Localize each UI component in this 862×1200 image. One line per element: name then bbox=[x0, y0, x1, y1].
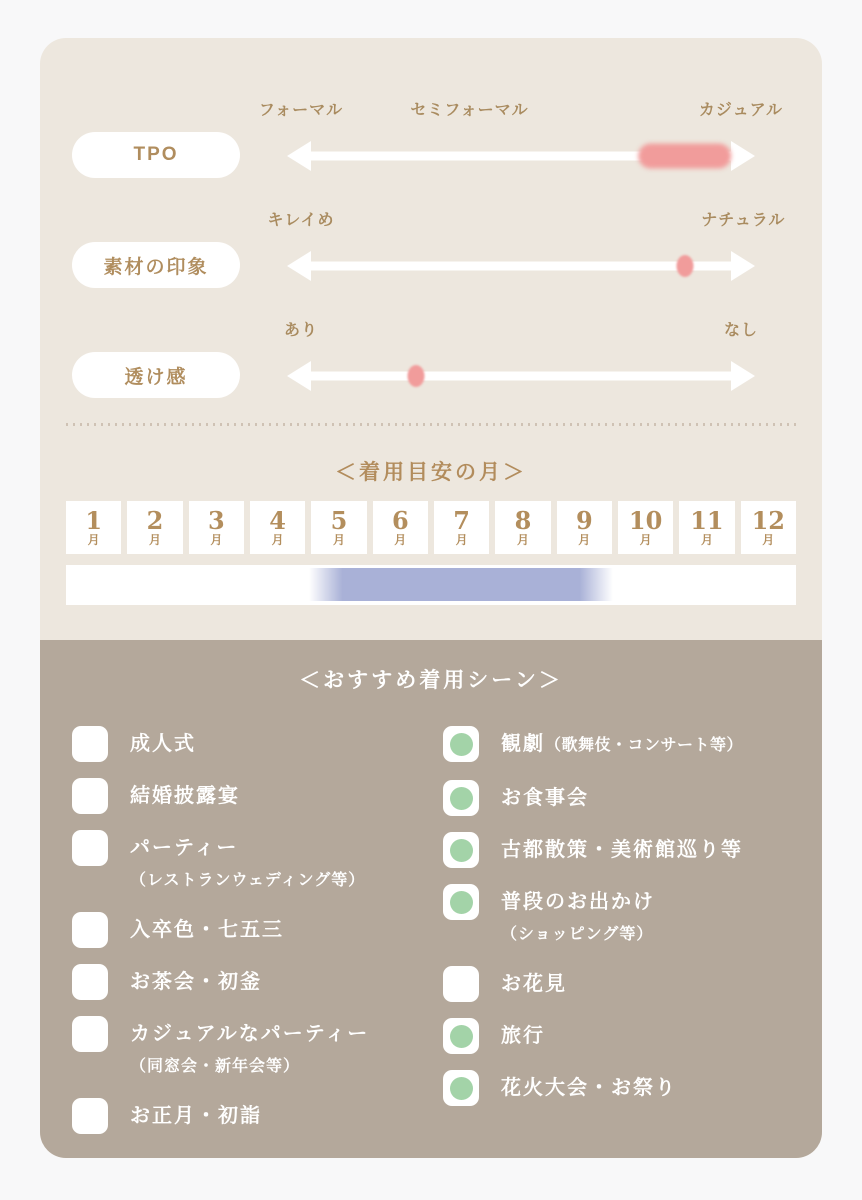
scene-text bbox=[501, 966, 567, 1002]
month-unit: 月 bbox=[271, 532, 284, 547]
month-number: 11 bbox=[690, 505, 724, 535]
slider-marker bbox=[638, 144, 732, 169]
scene-label: 古都散策・美術館巡り等 bbox=[501, 839, 743, 861]
scene-checkbox bbox=[72, 912, 108, 948]
month-box bbox=[127, 501, 182, 554]
month-number: 1 bbox=[85, 505, 103, 535]
month-number: 10 bbox=[628, 505, 663, 535]
month-number: 7 bbox=[453, 505, 470, 535]
product-info-card bbox=[40, 38, 822, 1158]
scene-item bbox=[72, 912, 443, 948]
month-box bbox=[495, 501, 550, 554]
scene-sub-label: （歌舞伎・コンサート等） bbox=[545, 737, 744, 754]
scene-label: お正月・初詣 bbox=[130, 1105, 262, 1127]
month-box bbox=[373, 501, 428, 554]
scene-checkbox bbox=[72, 1016, 108, 1052]
check-dot-icon bbox=[450, 733, 473, 756]
slider-arrow bbox=[287, 252, 755, 280]
calendar-bar bbox=[66, 565, 796, 605]
scale-label: カジュアル bbox=[698, 102, 783, 119]
month-number: 4 bbox=[269, 505, 286, 535]
scene-label: 入卒色・七五三 bbox=[130, 919, 284, 941]
arrow-right-icon bbox=[731, 141, 755, 171]
scene-sub-label: （ショッピング等） bbox=[501, 926, 654, 943]
scene-label: 旅行 bbox=[501, 1025, 545, 1047]
scene-checkbox bbox=[72, 726, 108, 762]
scene-text bbox=[501, 780, 589, 816]
scene-item bbox=[443, 1018, 822, 1054]
slider-marker bbox=[676, 255, 693, 277]
month-unit: 月 bbox=[148, 532, 161, 547]
check-dot-icon bbox=[450, 787, 473, 810]
scene-label: 普段のお出かけ bbox=[501, 891, 655, 913]
month-unit: 月 bbox=[639, 532, 652, 547]
month-number: 9 bbox=[575, 505, 593, 535]
month-row bbox=[66, 501, 796, 554]
scene-text bbox=[130, 726, 196, 762]
scene-label: お花見 bbox=[501, 973, 567, 995]
month-unit: 月 bbox=[762, 532, 775, 547]
scene-item bbox=[443, 780, 822, 816]
check-dot-icon bbox=[450, 839, 473, 862]
month-unit: 月 bbox=[700, 532, 713, 547]
month-unit: 月 bbox=[87, 532, 100, 547]
slider-arrow bbox=[287, 362, 755, 390]
month-box bbox=[679, 501, 734, 554]
month-box bbox=[741, 501, 796, 554]
month-unit: 月 bbox=[578, 532, 591, 547]
check-dot-icon bbox=[450, 891, 473, 914]
scene-checkbox bbox=[443, 726, 479, 762]
scale-label: キレイめ bbox=[267, 212, 335, 229]
scene-checkbox bbox=[443, 1070, 479, 1106]
scene-text bbox=[501, 1070, 677, 1106]
scene-label: 花火大会・お祭り bbox=[501, 1077, 677, 1099]
month-unit: 月 bbox=[516, 532, 529, 547]
scene-text bbox=[130, 778, 240, 814]
scene-column-right bbox=[443, 726, 822, 1150]
slider-category-label: 透け感 bbox=[72, 352, 240, 398]
scene-checkbox bbox=[72, 830, 108, 866]
scene-item bbox=[72, 1098, 443, 1134]
check-dot-icon bbox=[450, 1077, 473, 1100]
month-number: 12 bbox=[751, 505, 785, 535]
month-number: 2 bbox=[146, 505, 164, 535]
calendar-title: ＜着用目安の月＞ bbox=[335, 461, 527, 484]
month-box bbox=[618, 501, 673, 554]
scene-item bbox=[72, 726, 443, 762]
scene-label: カジュアルなパーティー bbox=[130, 1023, 370, 1045]
scene-item bbox=[72, 778, 443, 814]
check-dot-icon bbox=[450, 1025, 473, 1048]
scene-item bbox=[443, 726, 822, 764]
scene-text bbox=[501, 884, 655, 950]
month-number: 5 bbox=[330, 505, 348, 535]
scene-label: パーティー bbox=[130, 837, 239, 859]
slider-row-1 bbox=[40, 81, 822, 181]
month-unit: 月 bbox=[394, 532, 407, 547]
month-number: 3 bbox=[207, 505, 225, 535]
month-box bbox=[250, 501, 305, 554]
scene-checkbox bbox=[443, 884, 479, 920]
scene-label: お食事会 bbox=[501, 787, 589, 809]
month-box bbox=[66, 501, 121, 554]
scene-label: 観劇（歌舞伎・コンサート等） bbox=[501, 733, 744, 755]
slider-arrow bbox=[287, 142, 755, 170]
scene-checkbox bbox=[443, 832, 479, 868]
arrow-shaft bbox=[305, 262, 737, 271]
scale-label: フォーマル bbox=[258, 102, 344, 119]
scene-item bbox=[443, 884, 822, 950]
arrow-right-icon bbox=[731, 251, 755, 281]
dotted-divider bbox=[66, 423, 796, 426]
scale-label: ナチュラル bbox=[701, 212, 786, 229]
scene-checkbox bbox=[72, 778, 108, 814]
calendar-highlight bbox=[309, 568, 613, 601]
scene-section bbox=[40, 640, 822, 1158]
month-unit: 月 bbox=[455, 532, 468, 547]
scene-text bbox=[130, 1098, 262, 1134]
arrow-right-icon bbox=[731, 361, 755, 391]
scene-text bbox=[130, 830, 365, 896]
scene-text bbox=[501, 832, 743, 868]
slider-marker bbox=[407, 365, 424, 387]
scene-label: 結婚披露宴 bbox=[130, 785, 240, 807]
month-unit: 月 bbox=[332, 532, 345, 547]
slider-category-label: 素材の印象 bbox=[72, 242, 240, 288]
scene-title: ＜おすすめ着用シーン＞ bbox=[299, 669, 563, 692]
scene-checkbox bbox=[443, 780, 479, 816]
month-box bbox=[189, 501, 244, 554]
month-number: 6 bbox=[391, 505, 409, 535]
scale-label: あり bbox=[284, 322, 319, 339]
scene-columns bbox=[40, 726, 822, 1150]
scene-sub-label: （同窓会・新年会等） bbox=[130, 1058, 301, 1075]
scene-checkbox bbox=[72, 1098, 108, 1134]
slider-category-label: TPO bbox=[72, 132, 240, 178]
month-box bbox=[311, 501, 366, 554]
slider-scale-area bbox=[258, 81, 783, 181]
slider-scale-area bbox=[267, 191, 786, 291]
scene-checkbox bbox=[443, 1018, 479, 1054]
scene-item bbox=[443, 832, 822, 868]
scene-column-left bbox=[72, 726, 443, 1150]
scene-text bbox=[130, 1016, 369, 1082]
slider-row-2 bbox=[40, 191, 822, 291]
slider-row-3 bbox=[40, 301, 822, 401]
scene-item bbox=[72, 1016, 443, 1082]
month-number: 8 bbox=[514, 505, 532, 535]
month-box bbox=[557, 501, 612, 554]
slider-scale-area bbox=[284, 301, 758, 401]
scene-checkbox bbox=[443, 966, 479, 1002]
scene-item bbox=[72, 830, 443, 896]
scene-item bbox=[443, 966, 822, 1002]
month-unit: 月 bbox=[210, 532, 223, 547]
month-box bbox=[434, 501, 489, 554]
scene-sub-label: （レストランウェディング等） bbox=[130, 872, 366, 889]
scene-checkbox bbox=[72, 964, 108, 1000]
scene-item bbox=[72, 964, 443, 1000]
scene-label: お茶会・初釜 bbox=[130, 971, 262, 993]
scale-label: なし bbox=[723, 322, 758, 339]
scene-label: 成人式 bbox=[130, 733, 196, 755]
scene-item bbox=[443, 1070, 822, 1106]
scene-text bbox=[130, 912, 284, 948]
scene-text bbox=[501, 1018, 545, 1054]
scene-text bbox=[130, 964, 262, 1000]
scene-text bbox=[501, 726, 743, 764]
scale-label: セミフォーマル bbox=[410, 102, 529, 119]
arrow-shaft bbox=[305, 372, 737, 381]
